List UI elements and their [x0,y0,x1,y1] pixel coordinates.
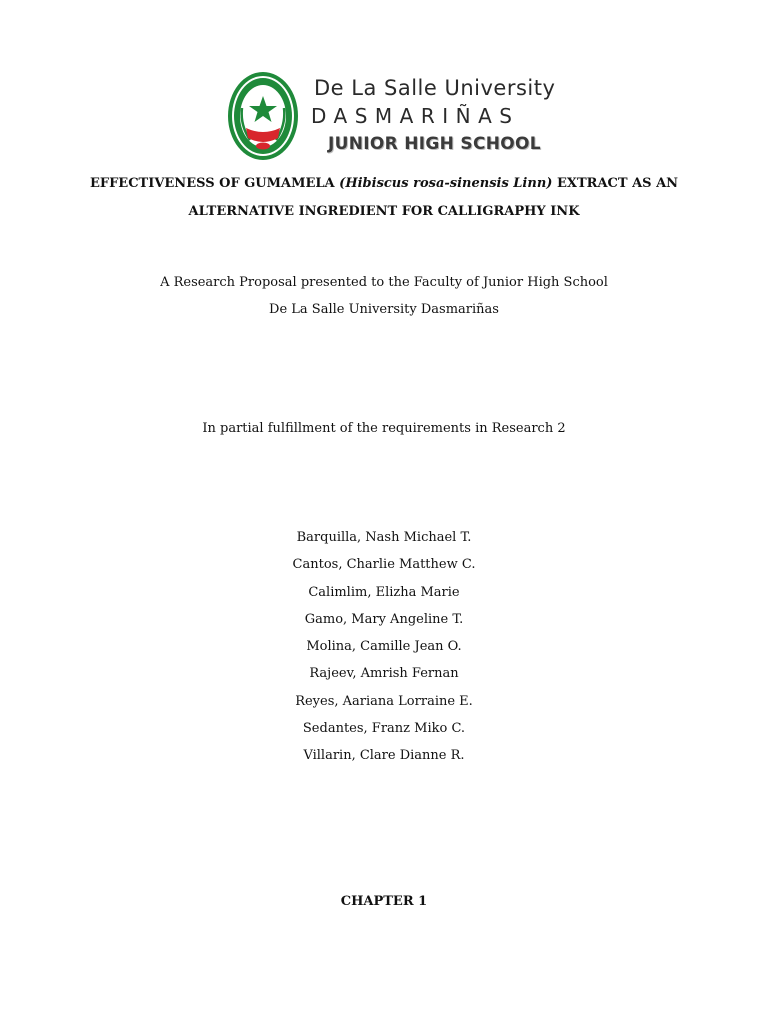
author-name: Sedantes, Franz Miko C. [302,721,466,737]
university-name: De La Salle University [314,76,556,100]
author-name: Villarin, Clare Dianne R. [303,748,465,764]
title-line-1 [0,176,768,191]
fulfillment-statement: In partial fulfillment of the requirements in Research 2 [202,421,566,436]
scientific-name: (Hibiscus rosa-sinensis Linn) [339,176,553,191]
title-prefix: EFFECTIVENESS OF GUMAMELA [89,176,335,191]
author-name: Gamo, Mary Angeline T. [304,611,464,627]
school-name: JUNIOR HIGH SCHOOL [328,134,541,154]
author-name: Reyes, Aariana Lorraine E. [295,693,473,709]
campus-name: DASMARIÑAS [311,104,520,128]
proposal-line-1: A Research Proposal presented to the Faculty of Junior High School [160,275,608,290]
university-seal-icon [226,70,300,162]
author-name: Calimlim, Elizha Marie [308,584,460,600]
university-header [226,68,556,164]
title-line-2: ALTERNATIVE INGREDIENT FOR CALLIGRAPHY INK [188,204,580,219]
author-name: Rajeev, Amrish Fernan [309,666,459,682]
author-list [0,529,768,775]
title-suffix: EXTRACT AS AN [556,176,679,191]
proposal-line-2: De La Salle University Dasmariñas [269,302,499,317]
author-name: Molina, Camille Jean O. [306,639,462,655]
chapter-heading: CHAPTER 1 [340,894,428,909]
author-name: Cantos, Charlie Matthew C. [292,557,476,573]
author-name: Barquilla, Nash Michael T. [296,530,472,545]
